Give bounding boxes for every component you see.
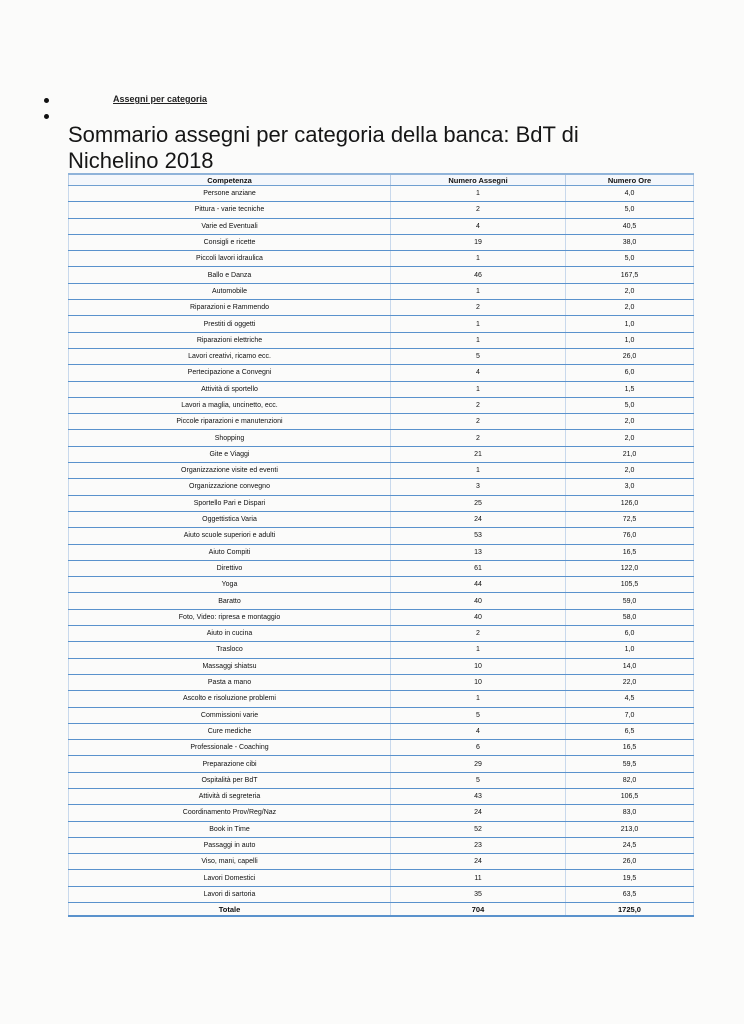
table-row bbox=[69, 348, 694, 364]
cell-numero-assegni: 1 bbox=[391, 691, 566, 707]
table-row bbox=[69, 723, 694, 739]
table-row bbox=[69, 837, 694, 853]
cell-numero-assegni: 19 bbox=[391, 234, 566, 250]
cell-competenza: Attività di sportello bbox=[69, 381, 391, 397]
table-row bbox=[69, 626, 694, 642]
cell-competenza: Riparazioni elettriche bbox=[69, 332, 391, 348]
assegni-per-categoria-link[interactable]: Assegni per categoria bbox=[113, 94, 208, 104]
cell-numero-assegni: 2 bbox=[391, 300, 566, 316]
cell-competenza: Yoga bbox=[69, 577, 391, 593]
cell-numero-ore: 2,0 bbox=[566, 300, 694, 316]
cell-competenza: Lavori di sartoria bbox=[69, 886, 391, 902]
table-row bbox=[69, 283, 694, 299]
cell-numero-ore: 1,0 bbox=[566, 316, 694, 332]
cell-numero-ore: 5,0 bbox=[566, 397, 694, 413]
table-row bbox=[69, 577, 694, 593]
cell-competenza: Pertecipazione a Convegni bbox=[69, 365, 391, 381]
cell-competenza: Attività di segreteria bbox=[69, 788, 391, 804]
cell-numero-assegni: 2 bbox=[391, 202, 566, 218]
table-row bbox=[69, 756, 694, 772]
cell-numero-assegni: 1 bbox=[391, 642, 566, 658]
table-row bbox=[69, 691, 694, 707]
cell-numero-assegni: 21 bbox=[391, 446, 566, 462]
cell-numero-ore: 126,0 bbox=[566, 495, 694, 511]
cell-numero-ore: 5,0 bbox=[566, 202, 694, 218]
bullet-dot bbox=[44, 114, 49, 119]
cell-numero-ore: 26,0 bbox=[566, 348, 694, 364]
table-row bbox=[69, 414, 694, 430]
table-row bbox=[69, 805, 694, 821]
table-row bbox=[69, 788, 694, 804]
cell-competenza: Gite e Viaggi bbox=[69, 446, 391, 462]
summary-table bbox=[68, 173, 694, 917]
table-row bbox=[69, 463, 694, 479]
cell-competenza: Organizzazione convegno bbox=[69, 479, 391, 495]
cell-numero-assegni: 13 bbox=[391, 544, 566, 560]
cell-numero-assegni: 2 bbox=[391, 414, 566, 430]
cell-numero-ore: 2,0 bbox=[566, 414, 694, 430]
table-row bbox=[69, 397, 694, 413]
table-header-row bbox=[69, 174, 694, 186]
cell-competenza: Baratto bbox=[69, 593, 391, 609]
cell-numero-ore: 72,5 bbox=[566, 511, 694, 527]
cell-numero-assegni: 1 bbox=[391, 381, 566, 397]
table-row bbox=[69, 446, 694, 462]
cell-numero-ore: 2,0 bbox=[566, 283, 694, 299]
table-row bbox=[69, 854, 694, 870]
table-row bbox=[69, 821, 694, 837]
cell-numero-assegni: 3 bbox=[391, 479, 566, 495]
cell-competenza: Coordinamento Prov/Reg/Naz bbox=[69, 805, 391, 821]
cell-numero-assegni: 29 bbox=[391, 756, 566, 772]
cell-numero-assegni: 6 bbox=[391, 740, 566, 756]
cell-competenza: Massaggi shiatsu bbox=[69, 658, 391, 674]
cell-competenza: Lavori creativi, ricamo ecc. bbox=[69, 348, 391, 364]
cell-competenza: Ospitalità per BdT bbox=[69, 772, 391, 788]
total-ore: 1725,0 bbox=[566, 903, 694, 917]
cell-numero-assegni: 5 bbox=[391, 772, 566, 788]
cell-numero-assegni: 1 bbox=[391, 251, 566, 267]
cell-numero-ore: 167,5 bbox=[566, 267, 694, 283]
cell-numero-assegni: 1 bbox=[391, 463, 566, 479]
cell-numero-ore: 59,5 bbox=[566, 756, 694, 772]
cell-competenza: Piccole riparazioni e manutenzioni bbox=[69, 414, 391, 430]
table-row bbox=[69, 316, 694, 332]
cell-numero-assegni: 1 bbox=[391, 316, 566, 332]
table-row bbox=[69, 251, 694, 267]
table-row bbox=[69, 544, 694, 560]
cell-numero-ore: 4,5 bbox=[566, 691, 694, 707]
header-numero-assegni: Numero Assegni bbox=[391, 174, 566, 186]
table-row bbox=[69, 430, 694, 446]
cell-numero-assegni: 61 bbox=[391, 560, 566, 576]
table-row bbox=[69, 609, 694, 625]
cell-numero-ore: 3,0 bbox=[566, 479, 694, 495]
cell-competenza: Prestiti di oggetti bbox=[69, 316, 391, 332]
header-numero-ore: Numero Ore bbox=[566, 174, 694, 186]
cell-numero-assegni: 1 bbox=[391, 186, 566, 202]
table-row bbox=[69, 381, 694, 397]
cell-numero-assegni: 5 bbox=[391, 707, 566, 723]
cell-numero-ore: 105,5 bbox=[566, 577, 694, 593]
total-row bbox=[69, 903, 694, 917]
table-row bbox=[69, 658, 694, 674]
cell-numero-assegni: 10 bbox=[391, 658, 566, 674]
cell-competenza: Riparazioni e Rammendo bbox=[69, 300, 391, 316]
cell-numero-ore: 122,0 bbox=[566, 560, 694, 576]
table-row bbox=[69, 218, 694, 234]
cell-numero-assegni: 40 bbox=[391, 609, 566, 625]
cell-competenza: Pittura - varie tecniche bbox=[69, 202, 391, 218]
cell-competenza: Preparazione cibi bbox=[69, 756, 391, 772]
cell-competenza: Ballo e Danza bbox=[69, 267, 391, 283]
cell-numero-ore: 21,0 bbox=[566, 446, 694, 462]
table-row bbox=[69, 365, 694, 381]
table-row bbox=[69, 740, 694, 756]
cell-numero-assegni: 4 bbox=[391, 218, 566, 234]
table-row bbox=[69, 772, 694, 788]
cell-competenza: Piccoli lavori idraulica bbox=[69, 251, 391, 267]
table-row bbox=[69, 886, 694, 902]
total-assegni: 704 bbox=[391, 903, 566, 917]
cell-competenza: Sportello Pari e Dispari bbox=[69, 495, 391, 511]
cell-numero-ore: 6,0 bbox=[566, 365, 694, 381]
cell-numero-assegni: 52 bbox=[391, 821, 566, 837]
cell-competenza: Aiuto Compiti bbox=[69, 544, 391, 560]
cell-numero-assegni: 24 bbox=[391, 511, 566, 527]
table-row bbox=[69, 642, 694, 658]
cell-numero-assegni: 24 bbox=[391, 854, 566, 870]
cell-competenza: Shopping bbox=[69, 430, 391, 446]
cell-competenza: Ascolto e risoluzione problemi bbox=[69, 691, 391, 707]
cell-competenza: Aiuto scuole superiori e adulti bbox=[69, 528, 391, 544]
cell-competenza: Lavori a maglia, uncinetto, ecc. bbox=[69, 397, 391, 413]
cell-numero-ore: 1,5 bbox=[566, 381, 694, 397]
page-title: Sommario assegni per categoria della banca: BdT di Nichelino 2018 bbox=[68, 122, 579, 173]
cell-competenza: Pasta a mano bbox=[69, 674, 391, 690]
cell-competenza: Commissioni varie bbox=[69, 707, 391, 723]
cell-numero-ore: 7,0 bbox=[566, 707, 694, 723]
cell-competenza: Oggettistica Varia bbox=[69, 511, 391, 527]
cell-numero-ore: 6,0 bbox=[566, 626, 694, 642]
cell-numero-assegni: 2 bbox=[391, 430, 566, 446]
cell-competenza: Lavori Domestici bbox=[69, 870, 391, 886]
cell-competenza: Passaggi in auto bbox=[69, 837, 391, 853]
cell-numero-assegni: 11 bbox=[391, 870, 566, 886]
cell-numero-assegni: 4 bbox=[391, 723, 566, 739]
cell-numero-assegni: 53 bbox=[391, 528, 566, 544]
cell-numero-ore: 82,0 bbox=[566, 772, 694, 788]
cell-numero-ore: 106,5 bbox=[566, 788, 694, 804]
cell-numero-ore: 38,0 bbox=[566, 234, 694, 250]
cell-numero-assegni: 1 bbox=[391, 283, 566, 299]
cell-competenza: Cure mediche bbox=[69, 723, 391, 739]
cell-numero-ore: 58,0 bbox=[566, 609, 694, 625]
cell-competenza: Foto, Video: ripresa e montaggio bbox=[69, 609, 391, 625]
table-body bbox=[69, 186, 694, 903]
cell-numero-ore: 2,0 bbox=[566, 463, 694, 479]
total-label: Totale bbox=[69, 903, 391, 917]
cell-numero-assegni: 35 bbox=[391, 886, 566, 902]
cell-numero-ore: 22,0 bbox=[566, 674, 694, 690]
table-row bbox=[69, 674, 694, 690]
cell-numero-ore: 59,0 bbox=[566, 593, 694, 609]
cell-numero-ore: 83,0 bbox=[566, 805, 694, 821]
table-row bbox=[69, 234, 694, 250]
cell-competenza: Aiuto in cucina bbox=[69, 626, 391, 642]
cell-competenza: Consigli e ricette bbox=[69, 234, 391, 250]
cell-numero-assegni: 23 bbox=[391, 837, 566, 853]
cell-competenza: Direttivo bbox=[69, 560, 391, 576]
cell-numero-ore: 16,5 bbox=[566, 544, 694, 560]
cell-numero-assegni: 4 bbox=[391, 365, 566, 381]
table-row bbox=[69, 300, 694, 316]
cell-numero-ore: 213,0 bbox=[566, 821, 694, 837]
cell-numero-assegni: 24 bbox=[391, 805, 566, 821]
table-row bbox=[69, 186, 694, 202]
cell-numero-assegni: 43 bbox=[391, 788, 566, 804]
table-row bbox=[69, 495, 694, 511]
cell-numero-ore: 19,5 bbox=[566, 870, 694, 886]
cell-numero-ore: 63,5 bbox=[566, 886, 694, 902]
bullet-dot bbox=[44, 98, 49, 103]
table-row bbox=[69, 202, 694, 218]
table-row bbox=[69, 593, 694, 609]
table-row bbox=[69, 870, 694, 886]
table-row bbox=[69, 332, 694, 348]
cell-numero-ore: 76,0 bbox=[566, 528, 694, 544]
cell-numero-ore: 6,5 bbox=[566, 723, 694, 739]
cell-competenza: Organizzazione visite ed eventi bbox=[69, 463, 391, 479]
cell-competenza: Book in Time bbox=[69, 821, 391, 837]
table-row bbox=[69, 707, 694, 723]
cell-numero-assegni: 2 bbox=[391, 626, 566, 642]
table-row bbox=[69, 479, 694, 495]
cell-numero-assegni: 44 bbox=[391, 577, 566, 593]
cell-competenza: Professionale - Coaching bbox=[69, 740, 391, 756]
cell-numero-ore: 26,0 bbox=[566, 854, 694, 870]
cell-numero-ore: 16,5 bbox=[566, 740, 694, 756]
table-row bbox=[69, 511, 694, 527]
header-competenza: Competenza bbox=[69, 174, 391, 186]
cell-numero-ore: 24,5 bbox=[566, 837, 694, 853]
cell-numero-ore: 1,0 bbox=[566, 332, 694, 348]
cell-numero-assegni: 5 bbox=[391, 348, 566, 364]
table-row bbox=[69, 267, 694, 283]
cell-competenza: Viso, mani, capelli bbox=[69, 854, 391, 870]
table-row bbox=[69, 528, 694, 544]
cell-numero-ore: 4,0 bbox=[566, 186, 694, 202]
cell-numero-ore: 1,0 bbox=[566, 642, 694, 658]
cell-competenza: Persone anziane bbox=[69, 186, 391, 202]
cell-numero-ore: 40,5 bbox=[566, 218, 694, 234]
cell-numero-assegni: 2 bbox=[391, 397, 566, 413]
cell-numero-assegni: 46 bbox=[391, 267, 566, 283]
cell-competenza: Trasloco bbox=[69, 642, 391, 658]
cell-numero-assegni: 25 bbox=[391, 495, 566, 511]
cell-numero-assegni: 10 bbox=[391, 674, 566, 690]
cell-numero-assegni: 40 bbox=[391, 593, 566, 609]
cell-competenza: Varie ed Eventuali bbox=[69, 218, 391, 234]
cell-numero-assegni: 1 bbox=[391, 332, 566, 348]
cell-numero-ore: 2,0 bbox=[566, 430, 694, 446]
table-row bbox=[69, 560, 694, 576]
cell-numero-ore: 14,0 bbox=[566, 658, 694, 674]
cell-competenza: Automobile bbox=[69, 283, 391, 299]
cell-numero-ore: 5,0 bbox=[566, 251, 694, 267]
